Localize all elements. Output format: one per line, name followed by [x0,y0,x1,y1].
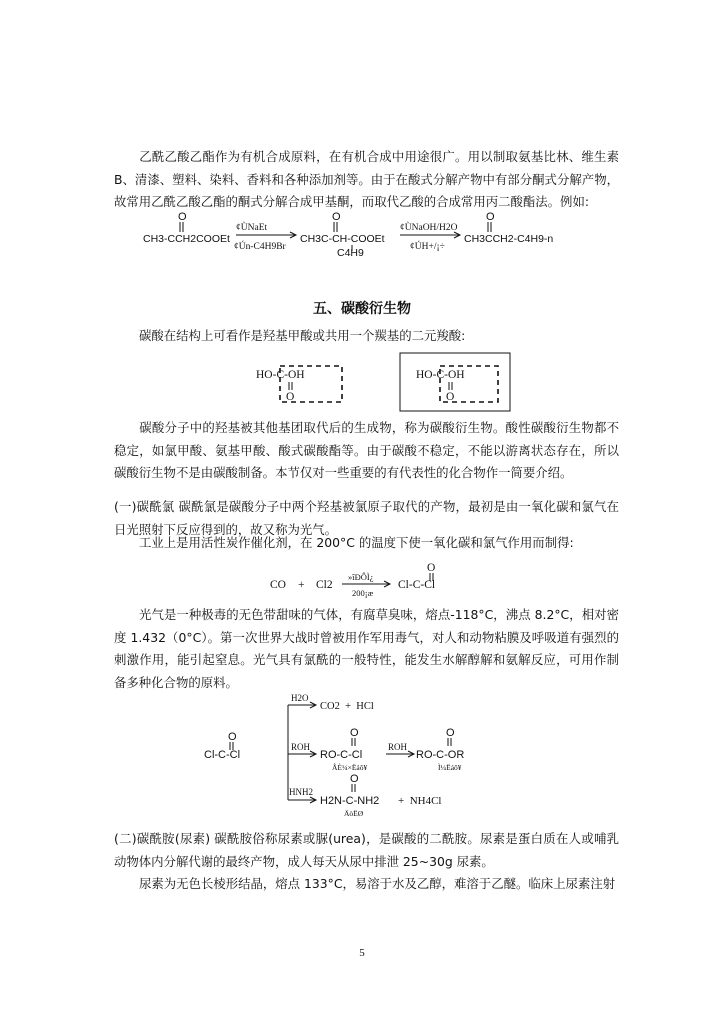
page-number: 5 [359,947,365,959]
scheme4-chloroformate-o: O [350,727,359,739]
carbonic-acid-structures [0,352,724,414]
scheme3-reactant2: Cl2 [316,579,333,591]
scheme1-reagent-bottom: ¢Ún-C4H9Br [234,242,286,252]
scheme4-carbonate-name: Ì¼Ëáõ¥ [438,763,462,772]
scheme3-reactant1: CO [270,579,286,591]
scheme1-reagent-top: ¢ÙNaEt [236,223,268,233]
carbonic-acid-paragraph [114,325,619,348]
scheme4-alcohol-reagent2: ROH [388,742,408,752]
scheme3-product: Cl-C-Cl [398,579,436,591]
scheme1-substituent: C4H9 [337,247,364,259]
carbonic-acid-left-o: O [286,391,295,403]
phosgene-industrial-paragraph [114,532,619,555]
urea-properties-paragraph [114,873,619,896]
phosgene-intro-text: (一)碳酰氯 碳酰氯是碳酸分子中两个羟基被氯原子取代的产物，最初是由一氧化碳和氯气在日光照射下反应得到的，故又称为光气。 [114,499,619,537]
scheme1-product: CH3CCH2-C4H9-n [464,233,554,245]
section-heading: 五、碳酸衍生物 [313,301,411,317]
scheme4-carbonate-o: O [446,727,455,739]
intro-paragraph [114,146,619,214]
scheme4-phosgene-o: O [228,731,237,743]
phosgene-properties-paragraph [114,604,619,694]
scheme1-reactant: CH3-CCH2COOEt [143,233,230,245]
scheme1-intermediate-o: O [332,211,341,223]
scheme4-alcohol-reagent: ROH [291,742,311,752]
scheme4-ammonium-chloride: + NH4Cl [398,795,442,807]
phosgene-reactions-scheme [0,690,724,820]
phosgene-synthesis-scheme [0,558,724,598]
scheme1-reagent2-top: ¢ÙNaOH/H2O [400,223,458,233]
scheme1-carbonyl-o: O [178,211,187,223]
scheme4-carbonate: RO-C-OR [416,749,465,761]
scheme4-phosgene: Cl-C-Cl [204,749,241,761]
scheme3-plus: + [298,579,305,591]
carbonic-acid-text: 碳酸在结构上可看作是羟基甲酸或共用一个羰基的二元羧酸: [139,328,466,343]
scheme4-hydrolysis-products: CO2 + HCl [320,701,374,712]
scheme3-product-o: O [427,562,436,574]
scheme4-amine-reagent: HNH2 [289,787,313,797]
scheme4-urea-name: ÄòËØ [344,809,364,818]
acetoacetic-ester-scheme [0,208,724,258]
urea-properties-text: 尿素为无色长棱形结晶，熔点 133°C，易溶于水及乙醇，难溶于乙醚。临床上尿素注射 [139,876,616,891]
scheme3-catalyst: »îÐÔÌ¿ [348,572,374,582]
scheme4-water-reagent: H2O [291,693,309,703]
carbonic-acid-left: HO-C-OH [256,369,305,381]
derivatives-paragraph [114,417,619,485]
carbonic-acid-right-o: O [446,391,455,403]
urea-intro-paragraph [114,828,619,873]
intro-text: 乙酰乙酸乙酯作为有机合成原料，在有机合成中用途很广。用以制取氨基比林、维生素B、清漆、塑料、染料、香料和各种添加剂等。由于在酸式分解产物中有部分酮式分解产物，故常用乙酰乙酸乙酯的酮式分解合成甲基酮，而取代乙酸的合成常用丙二酸酯法。例如: [114,149,619,209]
scheme4-chloroformate: RO-C-Cl [320,749,363,761]
scheme1-product-o: O [486,211,495,223]
scheme1-reagent2-bottom: ¢ÚH+/¡÷ [410,242,445,252]
scheme3-temperature: 200¡æ [352,588,374,598]
scheme4-urea: H2N-C-NH2 [320,795,380,807]
derivatives-text: 碳酸分子中的羟基被其他基团取代后的生成物，称为碳酸衍生物。酸性碳酸衍生物都不稳定，如氯甲酸、氨基甲酸、酸式碳酸酯等。由于碳酸不稳定，不能以游离状态存在，所以碳酸衍生物不是由碳酸制备。本节仅对一些重要的有代表性的化合物作一简要介绍。 [114,420,619,480]
scheme4-urea-o: O [350,773,359,785]
urea-intro-text: (二)碳酰胺(尿素) 碳酰胺俗称尿素或脲(urea)，是碳酸的二酰胺。尿素是蛋白质在人或哺乳动物体内分解代谢的最终产物，成人每天从尿中排泄 25~30g 尿素。 [114,831,619,869]
scheme1-intermediate: CH3C-CH-COOEt [300,233,385,245]
phosgene-properties-text: 光气是一种极毒的无色带甜味的气体，有腐草臭味，熔点-118°C，沸点 8.2°C，相对密度 1.432（0°C）。第一次世界大战时曾被用作军用毒气，对人和动物粘膜及呼吸道有强烈的刺激作用，能引起窒息。光气具有氯酰的一般特性，能发生水解醇解和氨解反应，可用作制备多种化合物的原料。 [114,607,619,690]
phosgene-industrial-text: 工业上是用活性炭作催化剂，在 200°C 的温度下使一氧化碳和氯气作用而制得: [139,535,574,550]
scheme4-chloroformate-name: ÂÈ¼×Ëáõ¥ [332,763,368,772]
carbonic-acid-right: HO-C-OH [416,369,465,381]
